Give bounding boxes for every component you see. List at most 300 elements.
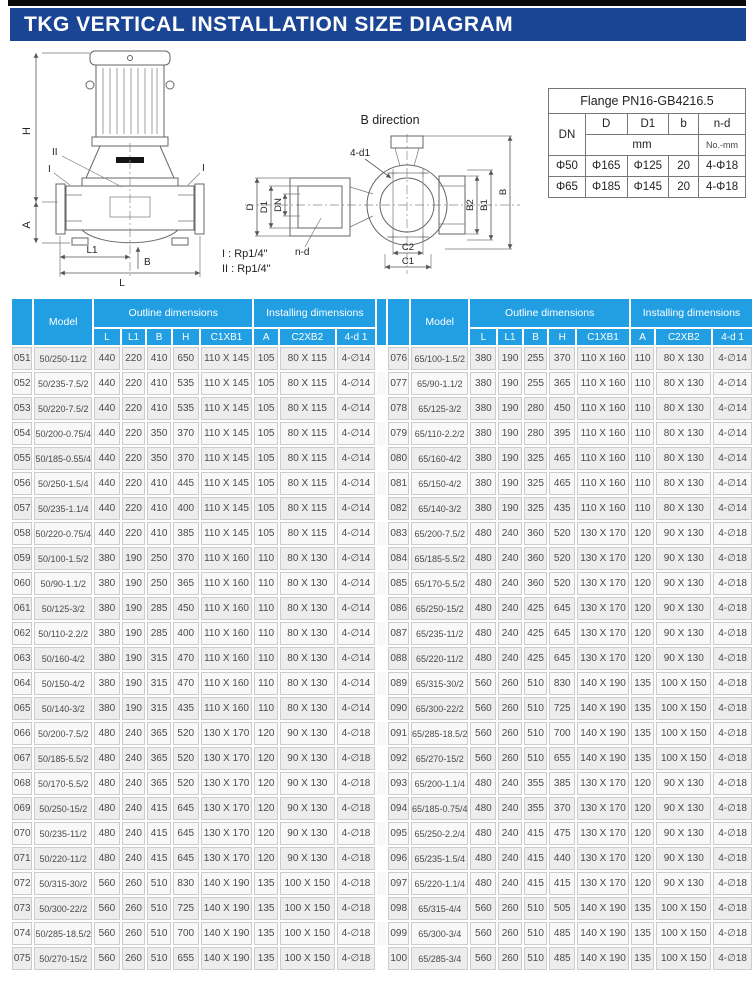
flange-cell: Φ145	[627, 177, 669, 198]
row-spacer	[377, 672, 386, 695]
flange-unit-nd: No.-mm	[699, 135, 746, 156]
row-num: 099	[388, 922, 408, 945]
value-cell: 110 X 160	[201, 572, 253, 595]
value-cell: 380	[94, 647, 120, 670]
value-cell: 535	[173, 397, 199, 420]
dim-label-d1: D1	[259, 200, 270, 214]
value-cell: 465	[549, 472, 575, 495]
value-cell: 260	[498, 922, 522, 945]
value-cell: 4-∅18	[337, 772, 376, 795]
value-cell: 4-∅18	[713, 547, 752, 570]
model-cell: 65/150-4/2	[411, 472, 469, 495]
value-cell: 120	[631, 847, 655, 870]
value-cell: 400	[173, 622, 199, 645]
row-num: 062	[12, 622, 32, 645]
col-header: 4-d 1	[337, 329, 376, 345]
value-cell: 700	[173, 922, 199, 945]
value-cell: 480	[94, 847, 120, 870]
value-cell: 190	[498, 472, 522, 495]
value-cell: 240	[498, 847, 522, 870]
value-cell: 110 X 145	[201, 397, 253, 420]
value-cell: 240	[498, 547, 522, 570]
model-cell: 65/250-15/2	[411, 597, 469, 620]
value-cell: 380	[470, 397, 496, 420]
value-cell: 425	[524, 622, 548, 645]
table-row	[12, 347, 752, 370]
value-cell: 100 X 150	[280, 922, 335, 945]
value-cell: 240	[498, 622, 522, 645]
value-cell: 700	[549, 722, 575, 745]
model-cell: 50/235-1.1/4	[34, 497, 92, 520]
value-cell: 110 X 160	[201, 622, 253, 645]
value-cell: 190	[122, 547, 146, 570]
value-cell: 100 X 150	[656, 697, 711, 720]
value-cell: 385	[173, 522, 199, 545]
row-num: 082	[388, 497, 408, 520]
value-cell: 285	[147, 622, 171, 645]
col-header: Installing dimensions	[631, 299, 752, 327]
table-row	[12, 747, 752, 770]
value-cell: 4-∅18	[713, 947, 752, 970]
value-cell: 220	[122, 347, 146, 370]
flange-table-title: Flange PN16-GB4216.5	[549, 89, 746, 114]
row-spacer	[377, 647, 386, 670]
value-cell: 4-∅14	[337, 647, 376, 670]
value-cell: 110 X 145	[201, 422, 253, 445]
value-cell: 120	[631, 822, 655, 845]
value-cell: 360	[524, 572, 548, 595]
row-spacer	[377, 697, 386, 720]
value-cell: 315	[147, 647, 171, 670]
value-cell: 190	[498, 372, 522, 395]
value-cell: 260	[498, 947, 522, 970]
b-direction-view-drawing	[215, 92, 545, 292]
value-cell: 510	[524, 747, 548, 770]
col-header: L1	[122, 329, 146, 345]
value-cell: 90 X 130	[280, 747, 335, 770]
value-cell: 140 X 190	[577, 722, 629, 745]
value-cell: 110	[254, 672, 278, 695]
value-cell: 90 X 130	[280, 797, 335, 820]
value-cell: 4-∅18	[713, 647, 752, 670]
row-num: 087	[388, 622, 408, 645]
col-header: Outline dimensions	[470, 299, 628, 327]
value-cell: 440	[94, 422, 120, 445]
row-spacer	[377, 897, 386, 920]
value-cell: 140 X 190	[577, 897, 629, 920]
value-cell: 220	[122, 372, 146, 395]
value-cell: 480	[470, 572, 496, 595]
col-header: H	[173, 329, 199, 345]
value-cell: 110	[254, 547, 278, 570]
value-cell: 440	[94, 347, 120, 370]
top-black-strip	[8, 0, 746, 6]
value-cell: 365	[549, 372, 575, 395]
value-cell: 140 X 190	[201, 872, 253, 895]
value-cell: 560	[94, 897, 120, 920]
table-row	[12, 697, 752, 720]
value-cell: 110	[254, 622, 278, 645]
value-cell: 440	[94, 472, 120, 495]
value-cell: 130 X 170	[201, 772, 253, 795]
value-cell: 410	[147, 347, 171, 370]
value-cell: 4-∅14	[337, 472, 376, 495]
model-cell: 50/315-30/2	[34, 872, 92, 895]
value-cell: 130 X 170	[201, 747, 253, 770]
value-cell: 140 X 190	[577, 922, 629, 945]
value-cell: 370	[549, 797, 575, 820]
value-cell: 90 X 130	[656, 647, 711, 670]
lifting-lug-right	[166, 81, 174, 89]
value-cell: 135	[631, 722, 655, 745]
value-cell: 260	[122, 922, 146, 945]
value-cell: 220	[122, 497, 146, 520]
value-cell: 380	[94, 672, 120, 695]
value-cell: 410	[147, 497, 171, 520]
value-cell: 110 X 145	[201, 372, 253, 395]
value-cell: 80 X 130	[656, 447, 711, 470]
value-cell: 80 X 130	[656, 497, 711, 520]
value-cell: 250	[147, 547, 171, 570]
value-cell: 90 X 130	[656, 622, 711, 645]
flange-row	[549, 156, 746, 177]
row-num: 054	[12, 422, 32, 445]
table-row	[12, 647, 752, 670]
value-cell: 110 X 160	[201, 597, 253, 620]
value-cell: 110 X 160	[577, 447, 629, 470]
model-cell: 50/185-5.5/2	[34, 747, 92, 770]
value-cell: 535	[173, 372, 199, 395]
row-spacer	[377, 597, 386, 620]
col-header: A	[631, 329, 655, 345]
flange-cell: Φ50	[549, 156, 586, 177]
value-cell: 425	[524, 597, 548, 620]
value-cell: 80 X 115	[280, 372, 335, 395]
table-row	[12, 547, 752, 570]
row-num: 094	[388, 797, 408, 820]
value-cell: 105	[254, 372, 278, 395]
value-cell: 80 X 130	[280, 672, 335, 695]
value-cell: 90 X 130	[656, 572, 711, 595]
model-cell: 50/200-7.5/2	[34, 722, 92, 745]
value-cell: 90 X 130	[656, 872, 711, 895]
value-cell: 240	[122, 797, 146, 820]
value-cell: 4-∅18	[337, 747, 376, 770]
value-cell: 410	[147, 472, 171, 495]
value-cell: 440	[94, 397, 120, 420]
port-label-ii: II	[52, 147, 58, 158]
table-row	[12, 822, 752, 845]
model-cell: 50/200-0.75/4	[34, 422, 92, 445]
model-cell: 50/235-11/2	[34, 822, 92, 845]
value-cell: 120	[254, 847, 278, 870]
value-cell: 110	[631, 447, 655, 470]
value-cell: 120	[631, 622, 655, 645]
row-num: 072	[12, 872, 32, 895]
value-cell: 480	[470, 872, 496, 895]
value-cell: 260	[498, 747, 522, 770]
model-cell: 65/185-0.75/4	[411, 797, 469, 820]
model-cell: 50/90-1.1/2	[34, 572, 92, 595]
value-cell: 110 X 160	[201, 547, 253, 570]
value-cell: 4-∅18	[713, 822, 752, 845]
model-cell: 50/270-15/2	[34, 947, 92, 970]
row-num: 065	[12, 697, 32, 720]
value-cell: 410	[147, 522, 171, 545]
row-spacer	[377, 722, 386, 745]
value-cell: 135	[254, 872, 278, 895]
col-header	[377, 299, 386, 345]
row-num: 056	[12, 472, 32, 495]
value-cell: 4-∅14	[337, 597, 376, 620]
flange-col-nd: n-d	[699, 114, 746, 135]
value-cell: 485	[549, 922, 575, 945]
value-cell: 440	[549, 847, 575, 870]
model-cell: 65/235-11/2	[411, 622, 469, 645]
value-cell: 415	[549, 872, 575, 895]
flange-cell: Φ165	[585, 156, 627, 177]
value-cell: 480	[470, 772, 496, 795]
value-cell: 4-∅18	[713, 922, 752, 945]
value-cell: 370	[173, 547, 199, 570]
value-cell: 260	[122, 872, 146, 895]
model-cell: 50/285-18.5/2	[34, 922, 92, 945]
row-num: 074	[12, 922, 32, 945]
motor-body	[96, 65, 164, 137]
value-cell: 4-∅14	[713, 347, 752, 370]
row-num: 068	[12, 772, 32, 795]
value-cell: 415	[524, 872, 548, 895]
value-cell: 510	[524, 897, 548, 920]
value-cell: 4-∅18	[713, 872, 752, 895]
value-cell: 100 X 150	[656, 922, 711, 945]
value-cell: 130 X 170	[201, 822, 253, 845]
value-cell: 325	[524, 472, 548, 495]
value-cell: 80 X 130	[656, 397, 711, 420]
model-cell: 50/300-22/2	[34, 897, 92, 920]
value-cell: 4-∅14	[713, 447, 752, 470]
row-spacer	[377, 372, 386, 395]
value-cell: 480	[94, 722, 120, 745]
model-cell: 65/315-30/2	[411, 672, 469, 695]
flange-unit-mm: mm	[585, 135, 698, 156]
value-cell: 90 X 130	[656, 822, 711, 845]
row-num: 069	[12, 797, 32, 820]
table-row	[12, 597, 752, 620]
flange-col-d: D	[585, 114, 627, 135]
value-cell: 480	[470, 622, 496, 645]
model-cell: 65/200-1.1/4	[411, 772, 469, 795]
model-cell: 65/220-1.1/4	[411, 872, 469, 895]
row-spacer	[377, 447, 386, 470]
row-num: 051	[12, 347, 32, 370]
value-cell: 110 X 160	[577, 497, 629, 520]
row-num: 079	[388, 422, 408, 445]
value-cell: 260	[498, 697, 522, 720]
value-cell: 480	[94, 772, 120, 795]
col-header: B	[524, 329, 548, 345]
model-cell: 65/235-1.5/4	[411, 847, 469, 870]
value-cell: 370	[173, 447, 199, 470]
flange-col-dn: DN	[549, 114, 586, 156]
value-cell: 365	[173, 572, 199, 595]
value-cell: 120	[631, 772, 655, 795]
value-cell: 190	[122, 647, 146, 670]
value-cell: 4-∅14	[713, 472, 752, 495]
row-num: 093	[388, 772, 408, 795]
value-cell: 90 X 130	[656, 597, 711, 620]
value-cell: 90 X 130	[656, 797, 711, 820]
value-cell: 135	[254, 897, 278, 920]
row-num: 080	[388, 447, 408, 470]
value-cell: 4-∅14	[337, 672, 376, 695]
value-cell: 110	[631, 472, 655, 495]
model-cell: 50/185-0.55/4	[34, 447, 92, 470]
value-cell: 475	[549, 822, 575, 845]
row-spacer	[377, 422, 386, 445]
value-cell: 110 X 160	[577, 347, 629, 370]
model-cell: 65/300-3/4	[411, 922, 469, 945]
col-header: Model	[411, 299, 469, 345]
flange-cell: 4-Φ18	[699, 177, 746, 198]
value-cell: 415	[524, 847, 548, 870]
value-cell: 380	[470, 372, 496, 395]
value-cell: 560	[470, 672, 496, 695]
value-cell: 135	[631, 897, 655, 920]
row-num: 081	[388, 472, 408, 495]
value-cell: 480	[94, 797, 120, 820]
value-cell: 560	[94, 947, 120, 970]
value-cell: 140 X 190	[577, 947, 629, 970]
value-cell: 100 X 150	[656, 672, 711, 695]
model-cell: 65/170-5.5/2	[411, 572, 469, 595]
row-num: 089	[388, 672, 408, 695]
table-row	[12, 622, 752, 645]
value-cell: 520	[173, 772, 199, 795]
value-cell: 240	[122, 847, 146, 870]
value-cell: 725	[173, 897, 199, 920]
value-cell: 4-∅18	[713, 847, 752, 870]
value-cell: 410	[147, 372, 171, 395]
value-cell: 4-∅18	[713, 697, 752, 720]
value-cell: 105	[254, 397, 278, 420]
row-num: 095	[388, 822, 408, 845]
value-cell: 135	[631, 672, 655, 695]
value-cell: 135	[631, 947, 655, 970]
value-cell: 425	[524, 647, 548, 670]
value-cell: 100 X 150	[280, 872, 335, 895]
model-cell: 65/270-15/2	[411, 747, 469, 770]
row-num: 066	[12, 722, 32, 745]
model-cell: 50/220-0.75/4	[34, 522, 92, 545]
row-spacer	[377, 822, 386, 845]
flange-cell: 4-Φ18	[699, 156, 746, 177]
value-cell: 90 X 130	[280, 722, 335, 745]
row-spacer	[377, 847, 386, 870]
value-cell: 510	[147, 872, 171, 895]
value-cell: 240	[498, 647, 522, 670]
row-num: 073	[12, 897, 32, 920]
value-cell: 110 X 145	[201, 497, 253, 520]
value-cell: 4-∅14	[337, 697, 376, 720]
value-cell: 120	[631, 572, 655, 595]
table-row	[12, 672, 752, 695]
row-spacer	[377, 522, 386, 545]
value-cell: 385	[549, 772, 575, 795]
row-num: 100	[388, 947, 408, 970]
value-cell: 130 X 170	[201, 722, 253, 745]
model-cell: 50/235-7.5/2	[34, 372, 92, 395]
value-cell: 90 X 130	[280, 772, 335, 795]
model-cell: 50/140-3/2	[34, 697, 92, 720]
model-cell: 65/315-4/4	[411, 897, 469, 920]
value-cell: 80 X 130	[280, 622, 335, 645]
value-cell: 560	[470, 722, 496, 745]
value-cell: 80 X 130	[280, 572, 335, 595]
value-cell: 4-∅18	[337, 847, 376, 870]
model-cell: 65/160-4/2	[411, 447, 469, 470]
value-cell: 440	[94, 372, 120, 395]
value-cell: 560	[94, 872, 120, 895]
value-cell: 90 X 130	[656, 847, 711, 870]
value-cell: 380	[470, 347, 496, 370]
value-cell: 365	[147, 722, 171, 745]
table-row	[12, 872, 752, 895]
value-cell: 110 X 145	[201, 522, 253, 545]
value-cell: 4-∅14	[337, 497, 376, 520]
value-cell: 120	[254, 747, 278, 770]
value-cell: 380	[94, 547, 120, 570]
value-cell: 140 X 190	[201, 922, 253, 945]
row-num: 085	[388, 572, 408, 595]
row-num: 091	[388, 722, 408, 745]
value-cell: 80 X 130	[656, 422, 711, 445]
value-cell: 510	[147, 947, 171, 970]
model-cell: 50/125-3/2	[34, 597, 92, 620]
value-cell: 440	[94, 522, 120, 545]
table-row	[12, 447, 752, 470]
value-cell: 4-∅14	[713, 497, 752, 520]
value-cell: 80 X 115	[280, 397, 335, 420]
value-cell: 120	[631, 547, 655, 570]
foot-left	[72, 238, 88, 245]
value-cell: 440	[94, 447, 120, 470]
value-cell: 135	[254, 922, 278, 945]
value-cell: 560	[470, 697, 496, 720]
value-cell: 4-∅14	[337, 447, 376, 470]
row-num: 059	[12, 547, 32, 570]
value-cell: 450	[549, 397, 575, 420]
value-cell: 100 X 150	[280, 947, 335, 970]
value-cell: 4-∅18	[713, 722, 752, 745]
value-cell: 190	[498, 397, 522, 420]
value-cell: 190	[122, 672, 146, 695]
value-cell: 830	[549, 672, 575, 695]
row-num: 086	[388, 597, 408, 620]
value-cell: 120	[254, 822, 278, 845]
value-cell: 135	[254, 947, 278, 970]
model-cell: 50/250-11/2	[34, 347, 92, 370]
value-cell: 80 X 130	[280, 697, 335, 720]
discharge-flange	[195, 184, 204, 234]
row-num: 052	[12, 372, 32, 395]
value-cell: 830	[173, 872, 199, 895]
value-cell: 240	[122, 822, 146, 845]
dim-label-a: A	[21, 221, 33, 229]
col-header: B	[147, 329, 171, 345]
value-cell: 110 X 160	[577, 472, 629, 495]
row-num: 055	[12, 447, 32, 470]
